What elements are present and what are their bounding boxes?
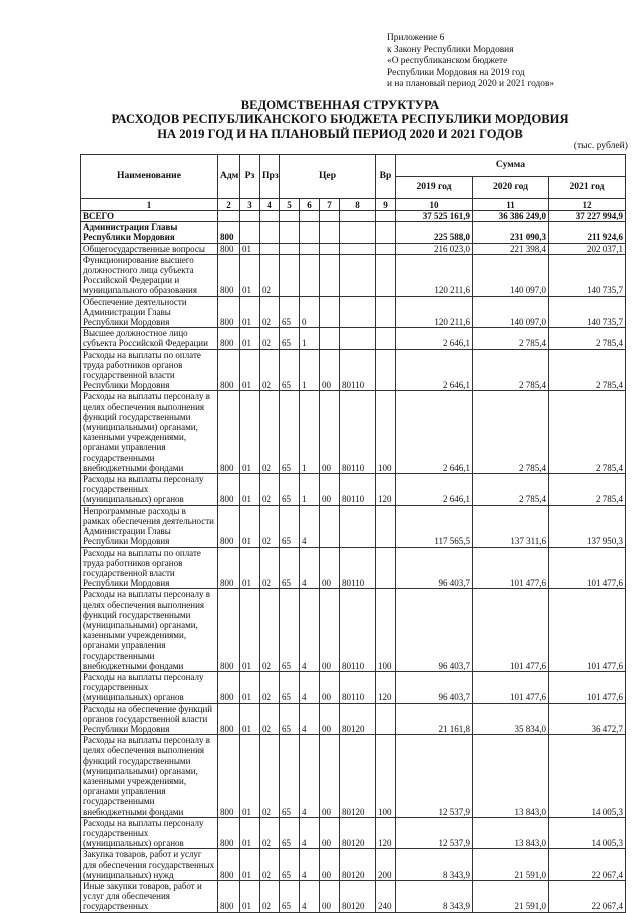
units-label: (тыс. рублей) bbox=[573, 140, 628, 151]
row-cer-1: 65 bbox=[280, 547, 300, 589]
row-sum-2021: 37 227 994,9 bbox=[549, 211, 626, 222]
row-cer-4 bbox=[340, 505, 376, 547]
row-name: Администрация Главы Республики Мордовия bbox=[81, 222, 218, 243]
column-index: 9 bbox=[376, 199, 396, 211]
row-sum-2019: 120 211,6 bbox=[396, 296, 473, 328]
row-cer-4: 80120 bbox=[340, 703, 376, 735]
row-prz bbox=[260, 243, 280, 254]
column-index: 4 bbox=[260, 199, 280, 211]
row-cer-4 bbox=[340, 211, 376, 222]
row-sum-2020: 140 097,0 bbox=[473, 296, 549, 328]
row-sum-2020: 221 398,4 bbox=[473, 243, 549, 254]
table-body bbox=[81, 199, 626, 913]
column-index: 1 bbox=[81, 199, 218, 211]
row-cer-1: 65 bbox=[280, 881, 300, 913]
row-vr: 120 bbox=[376, 817, 396, 849]
row-cer-2: 1 bbox=[300, 391, 320, 474]
row-sum-2019: 21 161,8 bbox=[396, 703, 473, 735]
row-name: Функционирование высшего должностного лица субъекта Российской Федерации и муниципального образования bbox=[81, 254, 218, 296]
row-cer-3: 00 bbox=[320, 474, 340, 506]
row-name: Закупка товаров, работ и услуг для обеспечения государственных (муниципальных) нужд bbox=[81, 849, 218, 881]
row-cer-2: 4 bbox=[300, 735, 320, 818]
row-sum-2019: 8 343,9 bbox=[396, 881, 473, 913]
row-cer-2: 4 bbox=[300, 849, 320, 881]
row-rz: 01 bbox=[240, 849, 260, 881]
row-prz: 02 bbox=[260, 817, 280, 849]
row-rz: 01 bbox=[240, 817, 260, 849]
row-sum-2021: 137 950,3 bbox=[549, 505, 626, 547]
row-adm: 800 bbox=[218, 474, 240, 506]
row-cer-3 bbox=[320, 243, 340, 254]
row-rz bbox=[240, 211, 260, 222]
row-name: Расходы на выплаты персоналу государственных (муниципальных) органов bbox=[81, 474, 218, 506]
row-sum-2020: 36 386 249,0 bbox=[473, 211, 549, 222]
row-vr bbox=[376, 254, 396, 296]
row-sum-2021: 101 477,6 bbox=[549, 547, 626, 589]
table-row bbox=[81, 391, 626, 474]
header-2019: 2019 год bbox=[396, 177, 473, 199]
header-2021: 2021 год bbox=[549, 177, 626, 199]
row-cer-2: 4 bbox=[300, 505, 320, 547]
row-cer-2: 4 bbox=[300, 547, 320, 589]
header-2020: 2020 год bbox=[473, 177, 549, 199]
table-row bbox=[81, 589, 626, 672]
header-prz: Прз bbox=[260, 155, 280, 199]
row-sum-2020: 101 477,6 bbox=[473, 547, 549, 589]
budget-table bbox=[80, 154, 626, 913]
row-cer-4: 80120 bbox=[340, 735, 376, 818]
table-row bbox=[81, 211, 626, 222]
header-sum: Сумма bbox=[396, 155, 626, 177]
row-rz bbox=[240, 222, 260, 243]
row-cer-1 bbox=[280, 243, 300, 254]
column-index: 6 bbox=[300, 199, 320, 211]
row-cer-4: 80110 bbox=[340, 547, 376, 589]
row-name: ВСЕГО bbox=[81, 211, 218, 222]
row-adm: 800 bbox=[218, 589, 240, 672]
row-sum-2020: 2 785,4 bbox=[473, 391, 549, 474]
row-sum-2019: 96 403,7 bbox=[396, 589, 473, 672]
row-vr bbox=[376, 222, 396, 243]
row-sum-2021: 22 067,4 bbox=[549, 881, 626, 913]
row-adm: 800 bbox=[218, 671, 240, 703]
row-cer-3: 00 bbox=[320, 589, 340, 672]
row-vr bbox=[376, 349, 396, 391]
row-prz: 02 bbox=[260, 296, 280, 328]
table-row bbox=[81, 671, 626, 703]
row-cer-1 bbox=[280, 222, 300, 243]
row-name: Расходы на выплаты персоналу государственных (муниципальных) органов bbox=[81, 671, 218, 703]
row-sum-2021: 211 924,6 bbox=[549, 222, 626, 243]
row-sum-2020: 2 785,4 bbox=[473, 349, 549, 391]
table-row bbox=[81, 849, 626, 881]
row-vr bbox=[376, 296, 396, 328]
row-cer-3: 00 bbox=[320, 703, 340, 735]
row-cer-4: 80110 bbox=[340, 474, 376, 506]
appendix-note bbox=[387, 33, 632, 91]
row-adm: 800 bbox=[218, 703, 240, 735]
row-sum-2021: 2 785,4 bbox=[549, 391, 626, 474]
row-adm: 800 bbox=[218, 222, 240, 243]
row-cer-1: 65 bbox=[280, 296, 300, 328]
table-row bbox=[81, 474, 626, 506]
row-name: Расходы на выплаты персоналу в целях обеспечения выполнения функций государственными (муниципальными) органами, казенными учреждениями, органами управления государственными внебюджетными фондами bbox=[81, 589, 218, 672]
table-row bbox=[81, 881, 626, 913]
row-sum-2019: 96 403,7 bbox=[396, 547, 473, 589]
table-row bbox=[81, 703, 626, 735]
row-cer-4 bbox=[340, 222, 376, 243]
table-row bbox=[81, 296, 626, 328]
row-cer-4: 80110 bbox=[340, 589, 376, 672]
row-cer-2: 0 bbox=[300, 296, 320, 328]
header-cer: Цер bbox=[280, 155, 376, 199]
row-rz: 01 bbox=[240, 254, 260, 296]
table-row bbox=[81, 349, 626, 391]
row-cer-1: 65 bbox=[280, 505, 300, 547]
row-cer-1: 65 bbox=[280, 474, 300, 506]
column-index: 7 bbox=[320, 199, 340, 211]
row-vr: 120 bbox=[376, 474, 396, 506]
row-sum-2020: 231 090,3 bbox=[473, 222, 549, 243]
row-adm: 800 bbox=[218, 547, 240, 589]
row-prz: 02 bbox=[260, 474, 280, 506]
row-sum-2021: 22 067,4 bbox=[549, 849, 626, 881]
row-rz: 01 bbox=[240, 349, 260, 391]
row-vr: 240 bbox=[376, 881, 396, 913]
row-cer-1: 65 bbox=[280, 671, 300, 703]
row-sum-2019: 117 565,5 bbox=[396, 505, 473, 547]
row-adm: 800 bbox=[218, 296, 240, 328]
row-cer-3: 00 bbox=[320, 735, 340, 818]
row-cer-4: 80110 bbox=[340, 671, 376, 703]
column-index: 5 bbox=[280, 199, 300, 211]
row-adm: 800 bbox=[218, 243, 240, 254]
row-vr: 120 bbox=[376, 671, 396, 703]
row-adm: 800 bbox=[218, 735, 240, 818]
header-vr: Вр bbox=[376, 155, 396, 199]
column-index: 2 bbox=[218, 199, 240, 211]
row-vr: 100 bbox=[376, 589, 396, 672]
row-rz: 01 bbox=[240, 735, 260, 818]
row-sum-2020: 21 591,0 bbox=[473, 849, 549, 881]
row-sum-2020: 35 834,0 bbox=[473, 703, 549, 735]
table-row bbox=[81, 547, 626, 589]
row-cer-1: 65 bbox=[280, 589, 300, 672]
row-prz: 02 bbox=[260, 881, 280, 913]
row-sum-2020: 101 477,6 bbox=[473, 671, 549, 703]
row-cer-3 bbox=[320, 505, 340, 547]
row-name: Расходы на выплаты персоналу государственных (муниципальных) органов bbox=[81, 817, 218, 849]
row-cer-1: 65 bbox=[280, 849, 300, 881]
row-name: Иные закупки товаров, работ и услуг для обеспечения государственных bbox=[81, 881, 218, 913]
row-name: Расходы на выплаты по оплате труда работников органов государственной власти Республики Мордовия bbox=[81, 349, 218, 391]
table-row bbox=[81, 328, 626, 349]
row-adm: 800 bbox=[218, 817, 240, 849]
table-row bbox=[81, 254, 626, 296]
row-sum-2019: 2 646,1 bbox=[396, 474, 473, 506]
row-cer-2: 4 bbox=[300, 671, 320, 703]
row-sum-2021: 2 785,4 bbox=[549, 474, 626, 506]
row-vr bbox=[376, 243, 396, 254]
row-cer-3 bbox=[320, 296, 340, 328]
row-cer-3: 00 bbox=[320, 391, 340, 474]
row-vr bbox=[376, 547, 396, 589]
row-cer-1: 65 bbox=[280, 817, 300, 849]
document-title bbox=[60, 98, 620, 141]
row-sum-2021: 101 477,6 bbox=[549, 589, 626, 672]
title-line: ВЕДОМСТВЕННАЯ СТРУКТУРА bbox=[240, 98, 440, 112]
row-adm: 800 bbox=[218, 881, 240, 913]
row-sum-2019: 8 343,9 bbox=[396, 849, 473, 881]
table-row bbox=[81, 735, 626, 818]
row-sum-2021: 36 472,7 bbox=[549, 703, 626, 735]
row-cer-2: 4 bbox=[300, 589, 320, 672]
column-index: 3 bbox=[240, 199, 260, 211]
row-cer-3: 00 bbox=[320, 671, 340, 703]
row-cer-1: 65 bbox=[280, 349, 300, 391]
row-rz: 01 bbox=[240, 243, 260, 254]
header-name: Наименование bbox=[81, 155, 218, 199]
row-cer-2: 4 bbox=[300, 881, 320, 913]
row-sum-2020: 2 785,4 bbox=[473, 328, 549, 349]
row-adm: 800 bbox=[218, 849, 240, 881]
row-cer-3: 00 bbox=[320, 881, 340, 913]
row-sum-2020: 21 591,0 bbox=[473, 881, 549, 913]
row-prz: 02 bbox=[260, 671, 280, 703]
row-vr: 100 bbox=[376, 391, 396, 474]
row-rz: 01 bbox=[240, 703, 260, 735]
row-prz: 02 bbox=[260, 391, 280, 474]
row-name: Расходы на выплаты персоналу в целях обеспечения выполнения функций государственными (муниципальными) органами, казенными учреждениями, органами управления государственными внебюджетными фондами bbox=[81, 735, 218, 818]
row-cer-3 bbox=[320, 211, 340, 222]
row-cer-2: 1 bbox=[300, 349, 320, 391]
row-name: Общегосударственные вопросы bbox=[81, 243, 218, 254]
row-sum-2019: 225 588,0 bbox=[396, 222, 473, 243]
appendix-line: Приложение 6 bbox=[387, 33, 445, 43]
row-cer-3: 00 bbox=[320, 849, 340, 881]
row-sum-2019: 12 537,9 bbox=[396, 735, 473, 818]
row-name: Расходы на выплаты персоналу в целях обеспечения выполнения функций государственными (муниципальными) органами, казенными учреждениями, органами управления государственными внебюджетными фондами bbox=[81, 391, 218, 474]
row-cer-1: 65 bbox=[280, 703, 300, 735]
row-adm: 800 bbox=[218, 391, 240, 474]
row-sum-2020: 2 785,4 bbox=[473, 474, 549, 506]
row-prz: 02 bbox=[260, 547, 280, 589]
row-rz: 01 bbox=[240, 881, 260, 913]
row-cer-4: 80110 bbox=[340, 391, 376, 474]
row-cer-2 bbox=[300, 222, 320, 243]
row-cer-1: 65 bbox=[280, 328, 300, 349]
appendix-line: «О республиканском бюджете bbox=[387, 56, 508, 67]
row-prz: 02 bbox=[260, 505, 280, 547]
row-sum-2021: 101 477,6 bbox=[549, 671, 626, 703]
row-prz bbox=[260, 211, 280, 222]
header-adm: Адм bbox=[218, 155, 240, 199]
header-rz: Рз bbox=[240, 155, 260, 199]
row-rz: 01 bbox=[240, 296, 260, 328]
row-sum-2021: 140 735,7 bbox=[549, 254, 626, 296]
row-rz: 01 bbox=[240, 505, 260, 547]
row-prz: 02 bbox=[260, 703, 280, 735]
row-sum-2019: 37 525 161,9 bbox=[396, 211, 473, 222]
row-sum-2019: 12 537,9 bbox=[396, 817, 473, 849]
row-vr bbox=[376, 328, 396, 349]
row-prz: 02 bbox=[260, 349, 280, 391]
row-cer-1: 65 bbox=[280, 391, 300, 474]
row-rz: 01 bbox=[240, 474, 260, 506]
row-sum-2020: 137 311,6 bbox=[473, 505, 549, 547]
row-rz: 01 bbox=[240, 391, 260, 474]
row-cer-4: 80120 bbox=[340, 849, 376, 881]
row-sum-2019: 96 403,7 bbox=[396, 671, 473, 703]
row-name: Непрограммные расходы в рамках обеспечения деятельности Администрации Главы Республики Мордовия bbox=[81, 505, 218, 547]
column-index: 8 bbox=[340, 199, 376, 211]
column-index: 12 bbox=[549, 199, 626, 211]
row-prz: 02 bbox=[260, 735, 280, 818]
column-index-row bbox=[81, 199, 626, 211]
row-vr bbox=[376, 505, 396, 547]
row-sum-2020: 140 097,0 bbox=[473, 254, 549, 296]
row-cer-3 bbox=[320, 328, 340, 349]
row-prz: 02 bbox=[260, 328, 280, 349]
row-sum-2019: 2 646,1 bbox=[396, 391, 473, 474]
table-row bbox=[81, 222, 626, 243]
row-name: Высшее должностное лицо субъекта Российской Федерации bbox=[81, 328, 218, 349]
row-name: Расходы на обеспечение функций органов государственной власти Республики Мордовия bbox=[81, 703, 218, 735]
row-prz bbox=[260, 222, 280, 243]
row-cer-3 bbox=[320, 254, 340, 296]
row-vr: 100 bbox=[376, 735, 396, 818]
row-cer-4: 80120 bbox=[340, 881, 376, 913]
row-vr: 200 bbox=[376, 849, 396, 881]
row-adm bbox=[218, 211, 240, 222]
row-prz: 02 bbox=[260, 849, 280, 881]
row-sum-2021: 140 735,7 bbox=[549, 296, 626, 328]
row-cer-2: 1 bbox=[300, 328, 320, 349]
row-cer-1 bbox=[280, 211, 300, 222]
row-cer-3 bbox=[320, 222, 340, 243]
row-cer-2 bbox=[300, 254, 320, 296]
row-sum-2019: 216 023,0 bbox=[396, 243, 473, 254]
row-sum-2020: 13 843,0 bbox=[473, 735, 549, 818]
row-prz: 02 bbox=[260, 589, 280, 672]
row-cer-3: 00 bbox=[320, 547, 340, 589]
row-cer-4: 80110 bbox=[340, 349, 376, 391]
row-name: Расходы на выплаты по оплате труда работников органов государственной власти Республики Мордовия bbox=[81, 547, 218, 589]
row-cer-4 bbox=[340, 254, 376, 296]
row-rz: 01 bbox=[240, 547, 260, 589]
row-cer-4 bbox=[340, 296, 376, 328]
row-cer-4 bbox=[340, 328, 376, 349]
row-cer-3: 00 bbox=[320, 349, 340, 391]
column-index: 10 bbox=[396, 199, 473, 211]
appendix-line: и на плановый период 2020 и 2021 годов» bbox=[387, 79, 555, 90]
row-sum-2021: 14 005,3 bbox=[549, 735, 626, 818]
row-cer-2: 4 bbox=[300, 817, 320, 849]
row-cer-2: 4 bbox=[300, 703, 320, 735]
row-cer-2 bbox=[300, 211, 320, 222]
row-cer-1: 65 bbox=[280, 735, 300, 818]
row-sum-2019: 120 211,6 bbox=[396, 254, 473, 296]
row-vr bbox=[376, 703, 396, 735]
column-index: 11 bbox=[473, 199, 549, 211]
title-line: НА 2019 ГОД И НА ПЛАНОВЫЙ ПЕРИОД 2020 И 2021 ГОДОВ bbox=[157, 126, 523, 141]
row-sum-2020: 13 843,0 bbox=[473, 817, 549, 849]
row-prz: 02 bbox=[260, 254, 280, 296]
table-row bbox=[81, 505, 626, 547]
row-sum-2021: 2 785,4 bbox=[549, 349, 626, 391]
row-cer-4 bbox=[340, 243, 376, 254]
row-adm: 800 bbox=[218, 349, 240, 391]
table-row bbox=[81, 243, 626, 254]
row-rz: 01 bbox=[240, 671, 260, 703]
row-rz: 01 bbox=[240, 589, 260, 672]
row-sum-2021: 2 785,4 bbox=[549, 328, 626, 349]
row-cer-4: 80120 bbox=[340, 817, 376, 849]
appendix-line: к Закону Республики Мордовия bbox=[387, 44, 514, 55]
appendix-line: Республики Мордовия на 2019 год bbox=[387, 67, 525, 78]
row-adm: 800 bbox=[218, 254, 240, 296]
row-sum-2019: 2 646,1 bbox=[396, 349, 473, 391]
row-vr bbox=[376, 211, 396, 222]
row-rz: 01 bbox=[240, 328, 260, 349]
row-adm: 800 bbox=[218, 328, 240, 349]
table-row bbox=[81, 817, 626, 849]
row-cer-2 bbox=[300, 243, 320, 254]
title-line: РАСХОДОВ РЕСПУБЛИКАНСКОГО БЮДЖЕТА РЕСПУБЛИКИ МОРДОВИЯ bbox=[111, 112, 569, 127]
row-sum-2021: 202 037,1 bbox=[549, 243, 626, 254]
row-cer-1 bbox=[280, 254, 300, 296]
row-sum-2020: 101 477,6 bbox=[473, 589, 549, 672]
row-name: Обеспечение деятельности Администрации Главы Республики Мордовия bbox=[81, 296, 218, 328]
row-adm: 800 bbox=[218, 505, 240, 547]
row-cer-3: 00 bbox=[320, 817, 340, 849]
row-cer-2: 1 bbox=[300, 474, 320, 506]
row-sum-2021: 14 005,3 bbox=[549, 817, 626, 849]
row-sum-2019: 2 646,1 bbox=[396, 328, 473, 349]
